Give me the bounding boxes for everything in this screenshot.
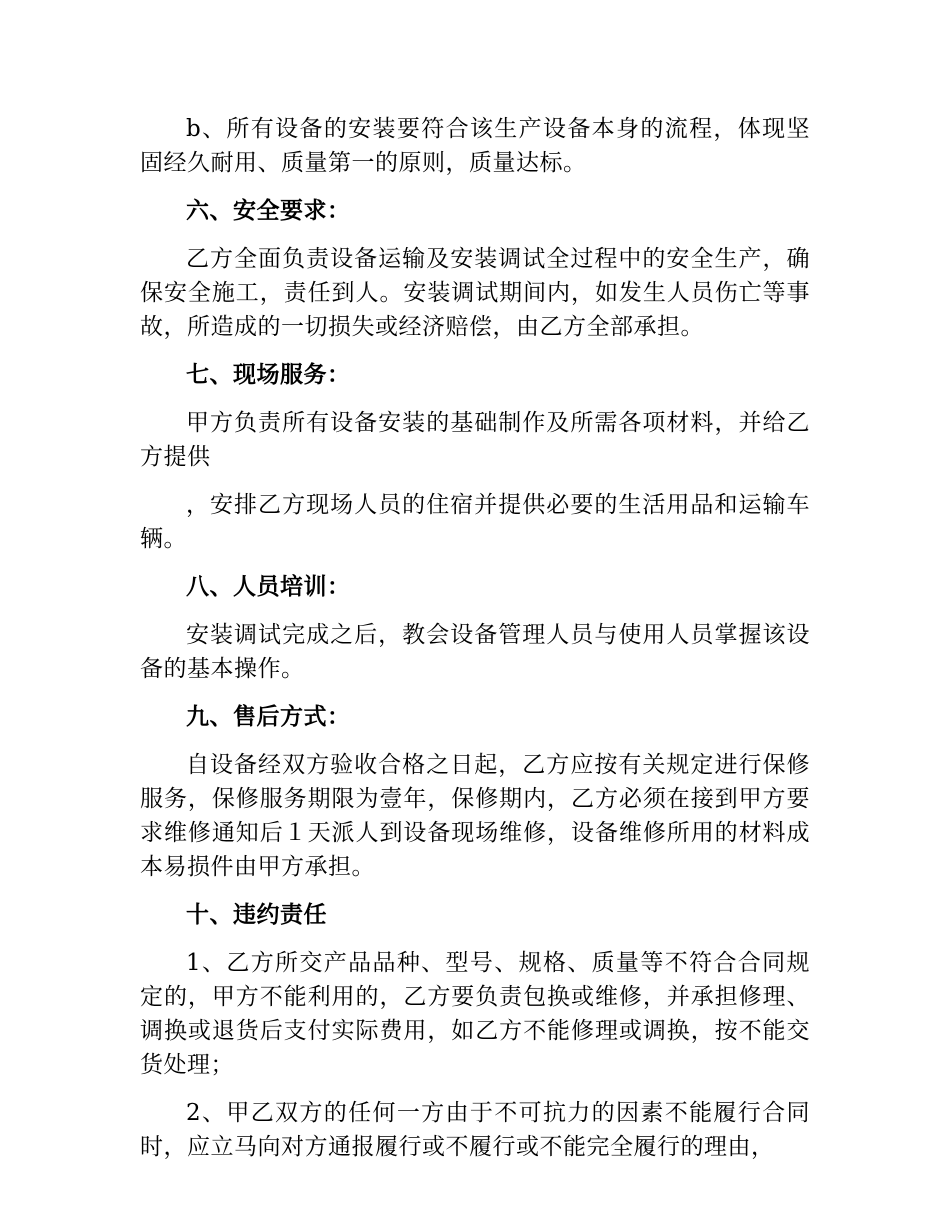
paragraph-safety: 乙方全面负责设备运输及安装调试全过程中的安全生产，确保安全施工，责任到人。安装调试期间内，如发生人员伤亡等事故，所造成的一切损失或经济赔偿，由乙方全部承担。 [140,246,810,340]
paragraph-after-sales: 自设备经双方验收合格之日起，乙方应按有关规定进行保修服务，保修服务期限为壹年，保修期内，乙方必须在接到甲方要求维修通知后１天派人到设备现场维修，设备维修所用的材料成本易损件由甲方承担。 [140,752,810,880]
heading-safety-requirements: 六、安全要求： [186,197,351,224]
paragraph-onsite-service-1: 甲方负责所有设备安装的基础制作及所需各项材料，并给乙方提供 [140,410,810,470]
paragraph-training: 安装调试完成之后，教会设备管理人员与使用人员掌握该设备的基本操作。 [140,622,810,682]
paragraph-breach-2: 2、甲乙双方的任何一方由于不可抗力的因素不能履行合同时，应立马向对方通报履行或不履行或不能完全履行的理由， [140,1100,810,1160]
heading-breach-liability: 十、违约责任 [186,901,327,928]
heading-after-sales: 九、售后方式： [186,703,351,730]
paragraph-onsite-service-2: ，安排乙方现场人员的住宿并提供必要的生活用品和运输车辆。 [140,492,810,552]
paragraph-breach-1: 1、乙方所交产品品种、型号、规格、质量等不符合合同规定的，甲方不能利用的，乙方要负责包换或维修，并承担修理、调换或退货后支付实际费用，如乙方不能修理或调换，按不能交货处理； [140,950,810,1078]
heading-onsite-service: 七、现场服务： [186,361,351,388]
heading-staff-training: 八、人员培训： [186,573,351,600]
paragraph-installation-quality: b、所有设备的安装要符合该生产设备本身的流程，体现坚固经久耐用、质量第一的原则，质量达标。 [140,116,810,176]
